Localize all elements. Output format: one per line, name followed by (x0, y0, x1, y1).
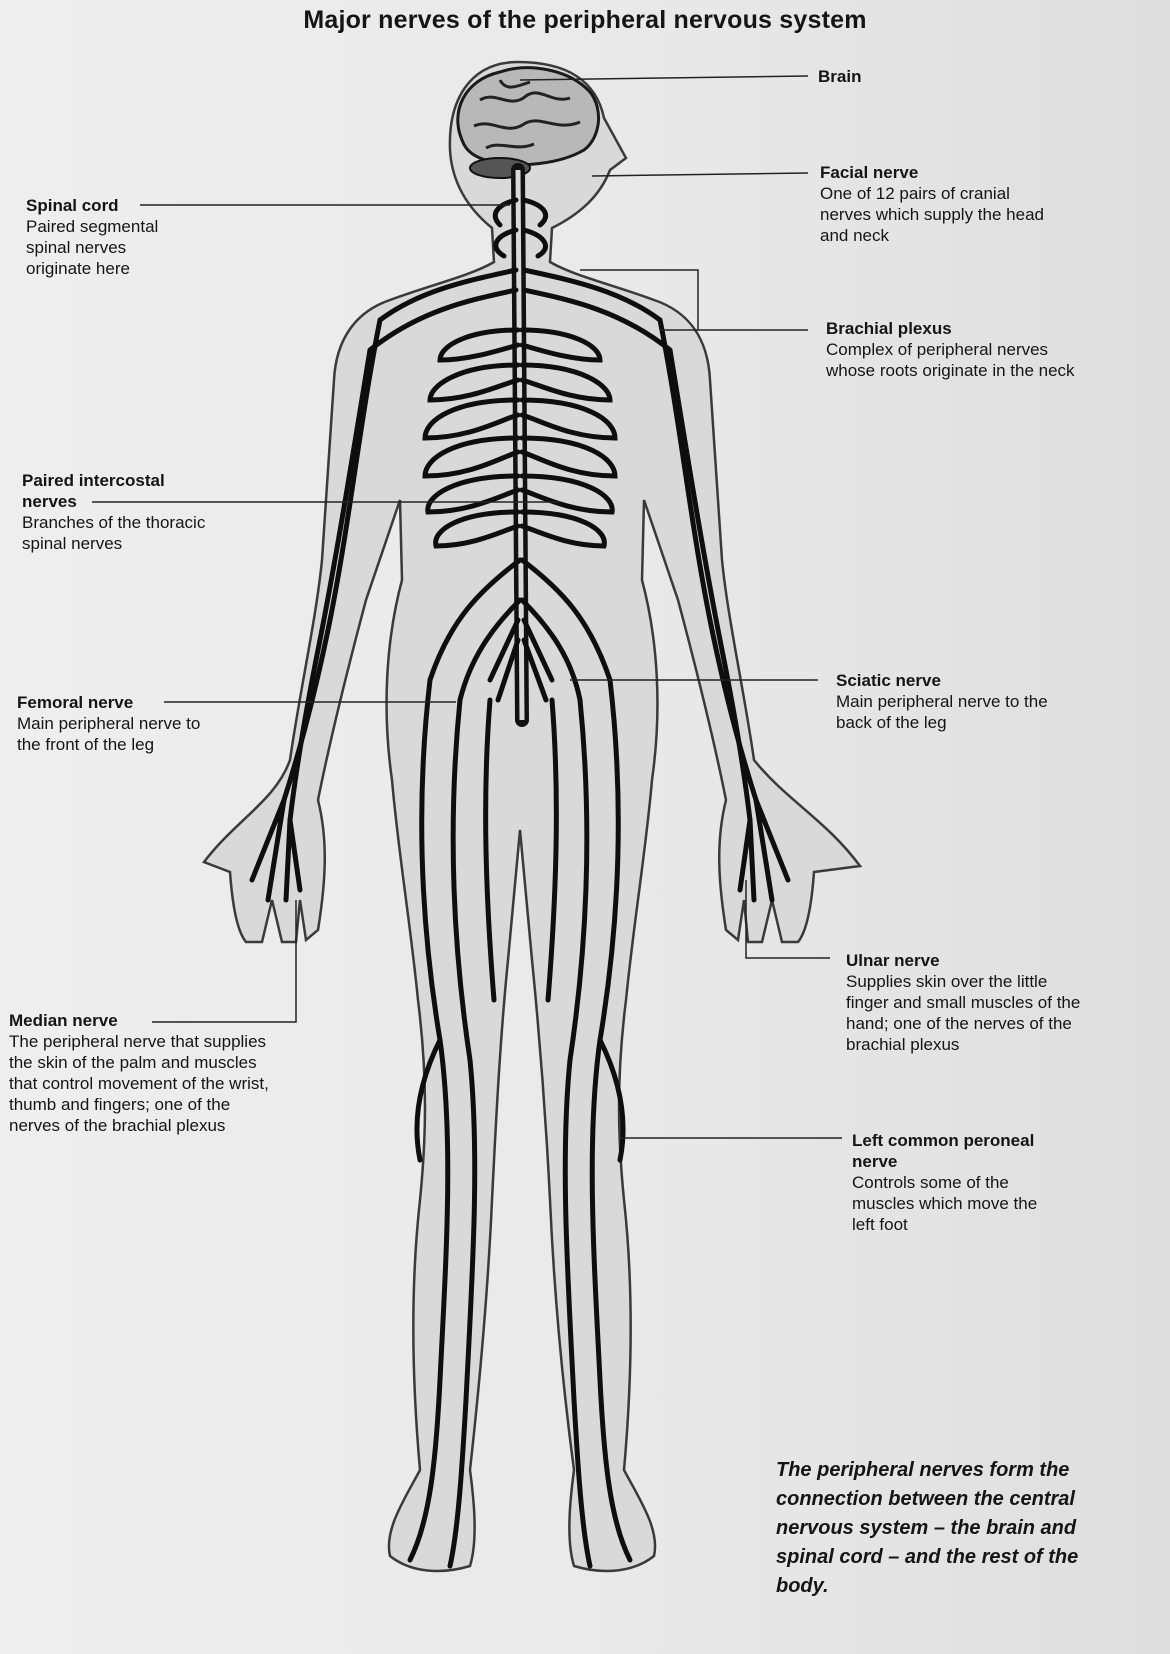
label-spinal-cord (26, 195, 186, 279)
label-spinal-cord-desc: Paired segmental spinal nerves originate here (26, 217, 159, 278)
label-median-nerve (9, 1010, 274, 1136)
page-title: Major nerves of the peripheral nervous system (303, 6, 867, 34)
caption: The peripheral nerves form the connection between the central nervous system – the brain and spinal cord – and the rest of the body. (776, 1459, 1079, 1597)
label-spinal-cord-name: Spinal cord (26, 196, 119, 215)
label-brachial-plexus-desc: Complex of peripheral nerves whose roots originate in the neck (826, 340, 1075, 380)
label-ulnar-nerve-name: Ulnar nerve (846, 951, 940, 970)
facial-leader (592, 173, 808, 176)
label-peroneal-nerve-desc: Controls some of the muscles which move the left foot (852, 1173, 1038, 1234)
label-peroneal-nerve (852, 1130, 1052, 1235)
label-facial-nerve-desc: One of 12 pairs of cranial nerves which supply the head and neck (820, 184, 1044, 245)
label-facial-nerve (820, 162, 1050, 246)
label-brain (818, 66, 861, 87)
label-median-nerve-desc: The peripheral nerve that supplies the skin of the palm and muscles that control movement of the wrist, thumb and fingers; one of the nerves of the brachial plexus (9, 1032, 269, 1135)
label-facial-nerve-name: Facial nerve (820, 163, 919, 182)
label-median-nerve-name: Median nerve (9, 1011, 118, 1030)
median-leader (152, 900, 296, 1022)
label-intercostal-nerves (22, 470, 212, 554)
label-sciatic-nerve-desc: Main peripheral nerve to the back of the leg (836, 692, 1048, 732)
label-sciatic-nerve-name: Sciatic nerve (836, 671, 941, 690)
label-femoral-nerve-name: Femoral nerve (17, 693, 134, 712)
label-ulnar-nerve-desc: Supplies skin over the little finger and small muscles of the hand; one of the nerves of the brachial plexus (846, 972, 1081, 1054)
label-femoral-nerve (17, 692, 207, 755)
label-peroneal-nerve-name: Left common peroneal nerve (852, 1131, 1035, 1171)
label-intercostal-nerves-desc: Branches of the thoracic spinal nerves (22, 513, 206, 553)
label-intercostal-nerves-name: Paired intercostal nerves (22, 471, 165, 511)
label-sciatic-nerve (836, 670, 1086, 733)
label-brain-name: Brain (818, 67, 862, 86)
label-femoral-nerve-desc: Main peripheral nerve to the front of the leg (17, 714, 201, 754)
label-ulnar-nerve (846, 950, 1091, 1055)
label-brachial-plexus-name: Brachial plexus (826, 319, 952, 338)
label-brachial-plexus (826, 318, 1076, 381)
